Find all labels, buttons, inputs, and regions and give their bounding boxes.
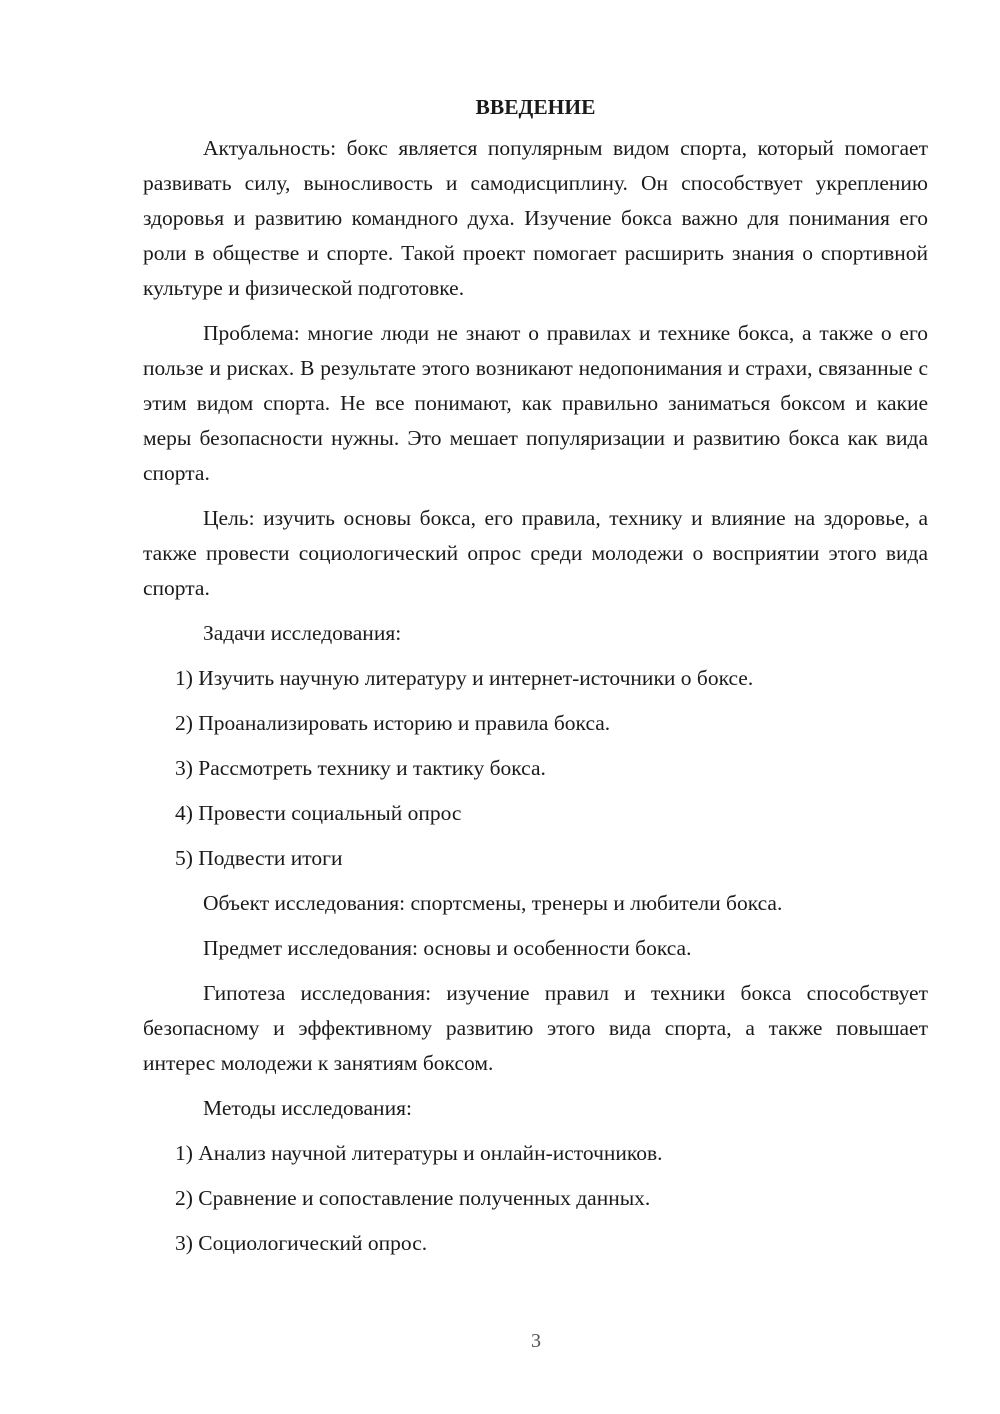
list-item: 3) Рассмотреть технику и тактику бокса. xyxy=(175,756,546,780)
list-item: 2) Проанализировать историю и правила бокса. xyxy=(175,711,611,735)
list-item: 1) Анализ научной литературы и онлайн-источников. xyxy=(175,1141,663,1165)
relevance-paragraph: Актуальность: бокс является популярным видом спорта, который помогает развивать силу, выносливость и самодисциплину. Он способствует укреплению здоровья и развитию командного духа. Изучение бокса важно для понимания его роли в обществе и спорте. Такой проект помогает расширить знания о спортивной культуре и физической подготовке. xyxy=(143,136,928,300)
document-page xyxy=(143,90,928,1271)
subject-paragraph: Предмет исследования: основы и особенности бокса. xyxy=(203,936,692,960)
list-item: 4) Провести социальный опрос xyxy=(175,801,462,825)
methods-heading: Методы исследования: xyxy=(203,1096,412,1120)
list-item: 1) Изучить научную литературу и интернет-источники о боксе. xyxy=(175,666,754,690)
list-item: 5) Подвести итоги xyxy=(175,846,343,870)
page-number: 3 xyxy=(531,1330,541,1352)
object-paragraph: Объект исследования: спортсмены, тренеры и любители бокса. xyxy=(203,891,783,915)
section-title: ВВЕДЕНИЕ xyxy=(475,95,596,119)
tasks-heading: Задачи исследования: xyxy=(203,621,402,645)
methods-list xyxy=(143,1136,928,1261)
problem-paragraph: Проблема: многие люди не знают о правилах и технике бокса, а также о его пользе и рисках. В результате этого возникают недопонимания и страхи, связанные с этим видом спорта. Не все понимают, как правильно заниматься боксом и какие меры безопасности нужны. Это мешает популяризации и развитию бокса как вида спорта. xyxy=(143,321,928,485)
list-item: 3) Социологический опрос. xyxy=(175,1231,428,1255)
goal-paragraph: Цель: изучить основы бокса, его правила, технику и влияние на здоровье, а также провести социологический опрос среди молодежи о восприятии этого вида спорта. xyxy=(143,506,928,600)
hypothesis-paragraph: Гипотеза исследования: изучение правил и техники бокса способствует безопасному и эффективному развитию этого вида спорта, а также повышает интерес молодежи к занятиям боксом. xyxy=(143,981,928,1075)
tasks-list xyxy=(143,661,928,876)
list-item: 2) Сравнение и сопоставление полученных данных. xyxy=(175,1186,651,1210)
